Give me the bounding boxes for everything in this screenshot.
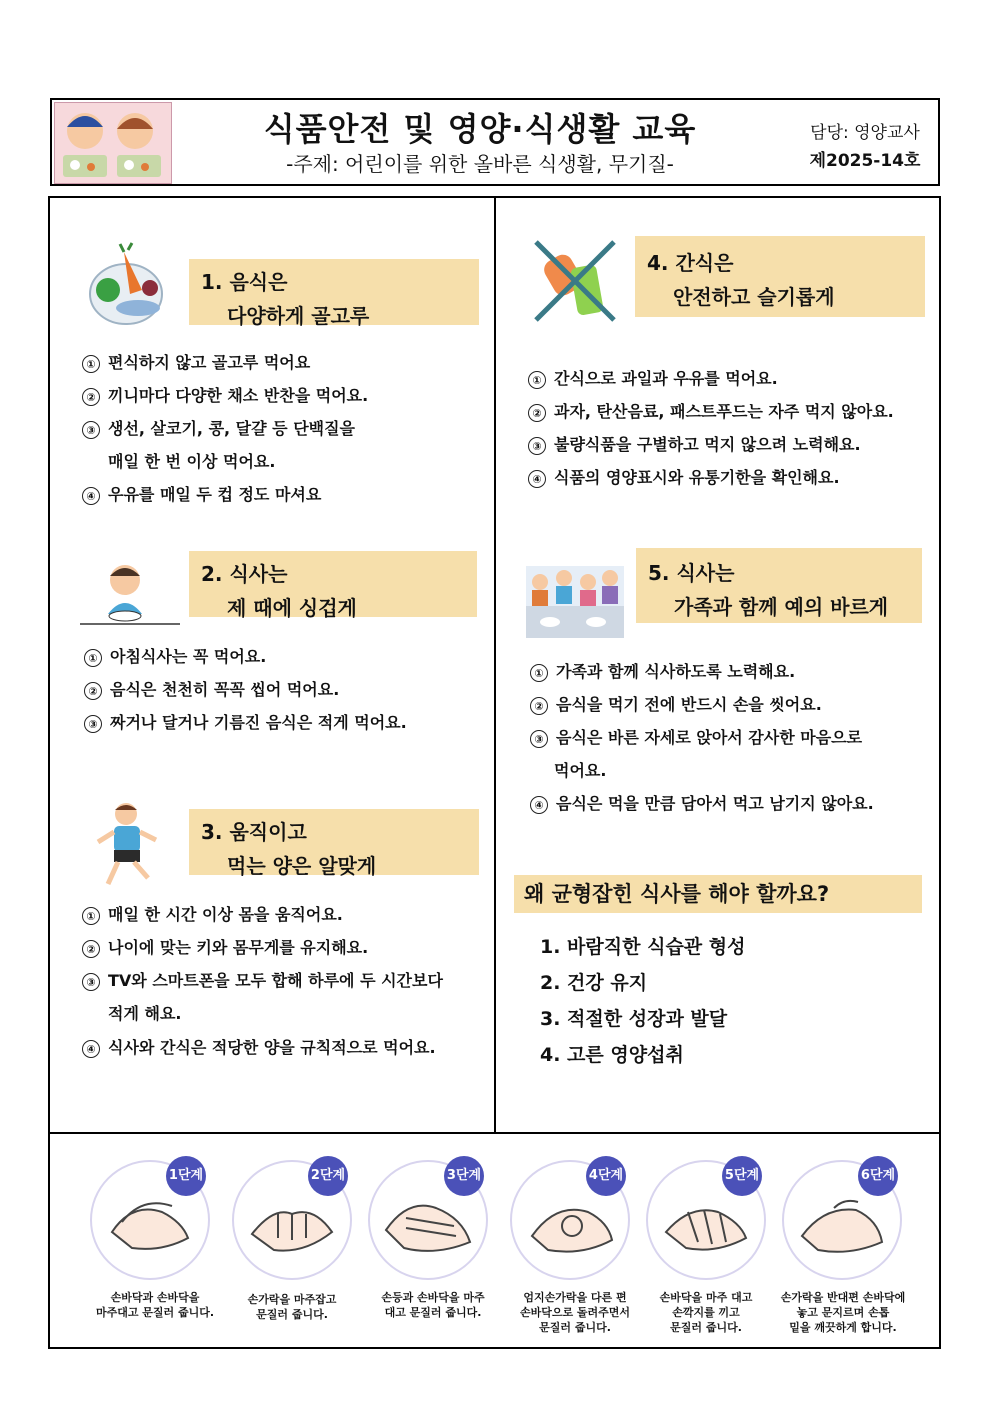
- section-2-number: 2.: [201, 562, 223, 586]
- section-4-item-4: ④ 식품의 영양표시와 유통기한을 확인해요.: [528, 468, 840, 488]
- section-5-item-1: ① 가족과 함께 식사하도록 노력해요.: [530, 662, 795, 682]
- step-1-caption: 손바닥과 손바닥을 마주대고 문질러 줍니다.: [95, 1291, 215, 1319]
- section-3-item-3: ③ TV와 스마트폰을 모두 합해 하루에 두 시간보다: [82, 971, 443, 991]
- section-5-item-3: ③ 음식은 바른 자세로 앉아서 감사한 마음으로: [530, 728, 862, 748]
- section-4-item-3: ③ 불량식품을 구별하고 먹지 않으려 노력해요.: [528, 435, 861, 455]
- section-4-item-2: ② 과자, 탄산음료, 패스트푸드는 자주 먹지 않아요.: [528, 402, 894, 422]
- section-5-item-3-cont: 먹어요.: [554, 761, 607, 780]
- handwash-step-6: [782, 1160, 902, 1280]
- handwash-divider: [48, 1132, 941, 1134]
- section-5-number: 5.: [648, 561, 670, 585]
- section-4-number: 4.: [647, 251, 669, 275]
- section-2-item-3: ③ 짜거나 달거나 기름진 음식은 적게 먹어요.: [84, 713, 407, 733]
- section-1-title-line1: 음식은: [229, 270, 288, 294]
- why-item-1: 1. 바람직한 식습관 형성: [540, 936, 746, 958]
- handwash-step-2: [232, 1160, 352, 1280]
- handwash-step-1: [90, 1160, 210, 1280]
- step-3-badge: 3단계: [444, 1156, 484, 1196]
- section-1-item-4: ④ 우유를 매일 두 컵 정도 마셔요: [82, 485, 321, 505]
- handwash-step-3: [368, 1160, 488, 1280]
- step-3-caption: 손등과 손바닥을 마주 대고 문질러 줍니다.: [381, 1291, 485, 1319]
- section-2-item-1: ① 아침식사는 꼭 먹어요.: [84, 647, 266, 667]
- children-eating-illustration: [54, 102, 172, 184]
- why-item-3: 3. 적절한 성장과 발달: [540, 1008, 728, 1030]
- section-2-title-line2: 제 때에 싱겁게: [227, 596, 357, 620]
- why-item-4: 4. 고른 영양섭취: [540, 1044, 684, 1066]
- section-1-heading: [189, 259, 479, 328]
- issue-number: 제2025-14호: [809, 151, 921, 171]
- step-2-caption: 손가락을 마주잡고 문질러 줍니다.: [247, 1293, 337, 1321]
- page-subtitle: -주제: 어린이를 위한 올바른 식생활, 무기질-: [286, 152, 674, 176]
- step-2-badge: 2단계: [308, 1156, 348, 1196]
- section-3-title-line2: 먹는 양은 알맞게: [227, 854, 377, 878]
- section-5-title-line2: 가족과 함께 예의 바르게: [674, 595, 889, 619]
- section-1-item-2: ② 끼니마다 다양한 채소 반찬을 먹어요.: [82, 386, 368, 406]
- section-1-item-3-cont: 매일 한 번 이상 먹어요.: [108, 452, 276, 471]
- page-title: 식품안전 및 영양·식생활 교육: [263, 110, 697, 148]
- step-4-badge: 4단계: [586, 1156, 626, 1196]
- no-soda-icon: [530, 236, 620, 324]
- section-5-heading: [636, 548, 922, 623]
- handwash-step-5: [646, 1160, 766, 1280]
- section-4-title-line2: 안전하고 슬기롭게: [673, 285, 835, 309]
- running-child-icon: [92, 800, 162, 890]
- child-eating-icon: [80, 560, 180, 630]
- step-6-badge: 6단계: [858, 1156, 898, 1196]
- column-divider: [494, 196, 496, 1134]
- step-4-caption: 엄지손가락을 다른 편 손바닥으로 돌려주면서 문질러 줍니다.: [519, 1291, 631, 1334]
- family-meal-icon: [526, 566, 624, 638]
- section-4-item-1: ① 간식으로 과일과 우유를 먹어요.: [528, 369, 778, 389]
- section-5-title-line1: 식사는: [676, 561, 735, 585]
- step-5-caption: 손바닥을 마주 대고 손깍지를 끼고 문질러 줍니다.: [659, 1291, 753, 1334]
- section-1-number: 1.: [201, 270, 223, 294]
- section-1-item-1: ① 편식하지 않고 골고루 먹어요: [82, 353, 310, 373]
- section-3-item-1: ① 매일 한 시간 이상 몸을 움직어요.: [82, 905, 343, 925]
- section-5-item-2: ② 음식을 먹기 전에 반드시 손을 씻어요.: [530, 695, 822, 715]
- section-1-title-line2: 다양하게 골고루: [227, 304, 370, 328]
- section-2-heading: [189, 551, 477, 620]
- section-3-item-4: ④ 식사와 간식은 적당한 양을 규칙적으로 먹어요.: [82, 1038, 436, 1058]
- step-6-caption: 손가락을 반대편 손바닥에 놓고 문지르며 손톱 밑을 깨끗하게 합니다.: [780, 1291, 906, 1334]
- why-balanced-heading: 왜 균형잡힌 식사를 해야 할까요?: [514, 875, 922, 913]
- section-3-heading: [189, 809, 479, 878]
- food-plate-icon: [84, 242, 170, 328]
- section-4-title-line1: 간식은: [675, 251, 734, 275]
- step-1-badge: 1단계: [166, 1156, 206, 1196]
- section-2-title-line1: 식사는: [229, 562, 288, 586]
- section-5-item-4: ④ 음식은 먹을 만큼 담아서 먹고 남기지 않아요.: [530, 794, 874, 814]
- section-3-number: 3.: [201, 820, 223, 844]
- section-3-item-2: ② 나이에 맞는 키와 몸무게를 유지해요.: [82, 938, 368, 958]
- section-4-heading: [635, 236, 925, 317]
- owner-label: 담당: 영양교사: [810, 123, 920, 143]
- handwash-step-4: [510, 1160, 630, 1280]
- why-item-2: 2. 건강 유지: [540, 972, 648, 994]
- section-1-item-3: ③ 생선, 살코기, 콩, 달걀 등 단백질을: [82, 419, 355, 439]
- section-3-title-line1: 움직이고: [229, 820, 307, 844]
- step-5-badge: 5단계: [722, 1156, 762, 1196]
- section-2-item-2: ② 음식은 천천히 꼭꼭 씹어 먹어요.: [84, 680, 339, 700]
- section-3-item-3-cont: 적게 해요.: [108, 1004, 182, 1023]
